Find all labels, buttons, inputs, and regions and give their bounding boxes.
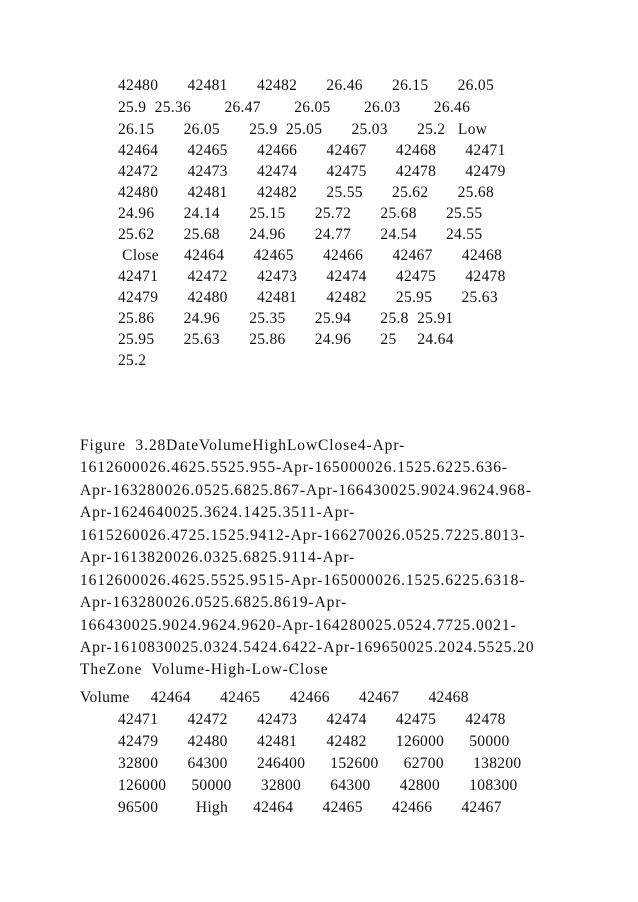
data-line: 42471 42472 42473 42474 42475 42478	[118, 268, 506, 285]
data-line: 42472 42473 42474 42475 42478 42479	[118, 163, 506, 180]
figure-line: 1612600026.4625.5525.9515-Apr-165000026.1525.6225.6318-	[80, 572, 526, 589]
figure-line: Figure 3.28DateVolumeHighLowClose4-Apr-	[80, 437, 406, 454]
data-line: Close 42464 42465 42466 42467 42468	[118, 247, 503, 264]
data-line: 126000 50000 32800 64300 42800 108300	[118, 777, 518, 794]
figure-line: Apr-1624640025.3624.1425.3511-Apr-	[80, 504, 356, 521]
data-line: 25.62 25.68 24.96 24.77 24.54 24.55	[118, 226, 483, 243]
data-line: 96500 High 42464 42465 42466 42467	[118, 799, 502, 816]
volume-header-line: Volume 42464 42465 42466 42467 42468	[80, 689, 469, 706]
data-line: 42479 42480 42481 42482 25.95 25.63	[118, 289, 498, 306]
data-line: 24.96 24.14 25.15 25.72 25.68 25.55	[118, 205, 483, 222]
data-line: 42471 42472 42473 42474 42475 42478	[118, 711, 506, 728]
figure-line: Apr-163280026.0525.6825.8619-Apr-	[80, 594, 348, 611]
data-line: 42480 42481 42482 25.55 25.62 25.68	[118, 184, 494, 201]
data-line: 42479 42480 42481 42482 126000 50000	[118, 733, 510, 750]
figure-line: 1615260026.4725.1525.9412-Apr-166270026.0525.7225.8013-	[80, 527, 526, 544]
figure-line: 1612600026.4625.5525.955-Apr-165000026.1525.6225.636-	[80, 459, 508, 476]
data-line: 32800 64300 246400 152600 62700 138200	[118, 755, 522, 772]
data-line: 42480 42481 42482 26.46 26.15 26.05	[118, 77, 494, 94]
data-line: 26.15 26.05 25.9 25.05 25.03 25.2 Low	[118, 121, 488, 138]
figure-line: Apr-163280026.0525.6825.867-Apr-166430025.9024.9624.968-	[80, 482, 532, 499]
data-line: 42464 42465 42466 42467 42468 42471	[118, 142, 506, 159]
data-line: 25.9 25.36 26.47 26.05 26.03 26.46	[118, 99, 471, 116]
data-line: 25.86 24.96 25.35 25.94 25.8 25.91	[118, 310, 454, 327]
data-line: 25.95 25.63 25.86 24.96 25 24.64	[118, 331, 454, 348]
data-line: 25.2	[118, 352, 147, 369]
figure-line: 166430025.9024.9624.9620-Apr-164280025.0524.7725.0021-	[80, 617, 517, 634]
figure-line: Apr-1613820026.0325.6825.9114-Apr-	[80, 549, 356, 566]
figure-line: Apr-1610830025.0324.5424.6422-Apr-169650025.2024.5525.20	[80, 639, 535, 656]
figure-line: TheZone Volume-High-Low-Close	[80, 661, 329, 678]
